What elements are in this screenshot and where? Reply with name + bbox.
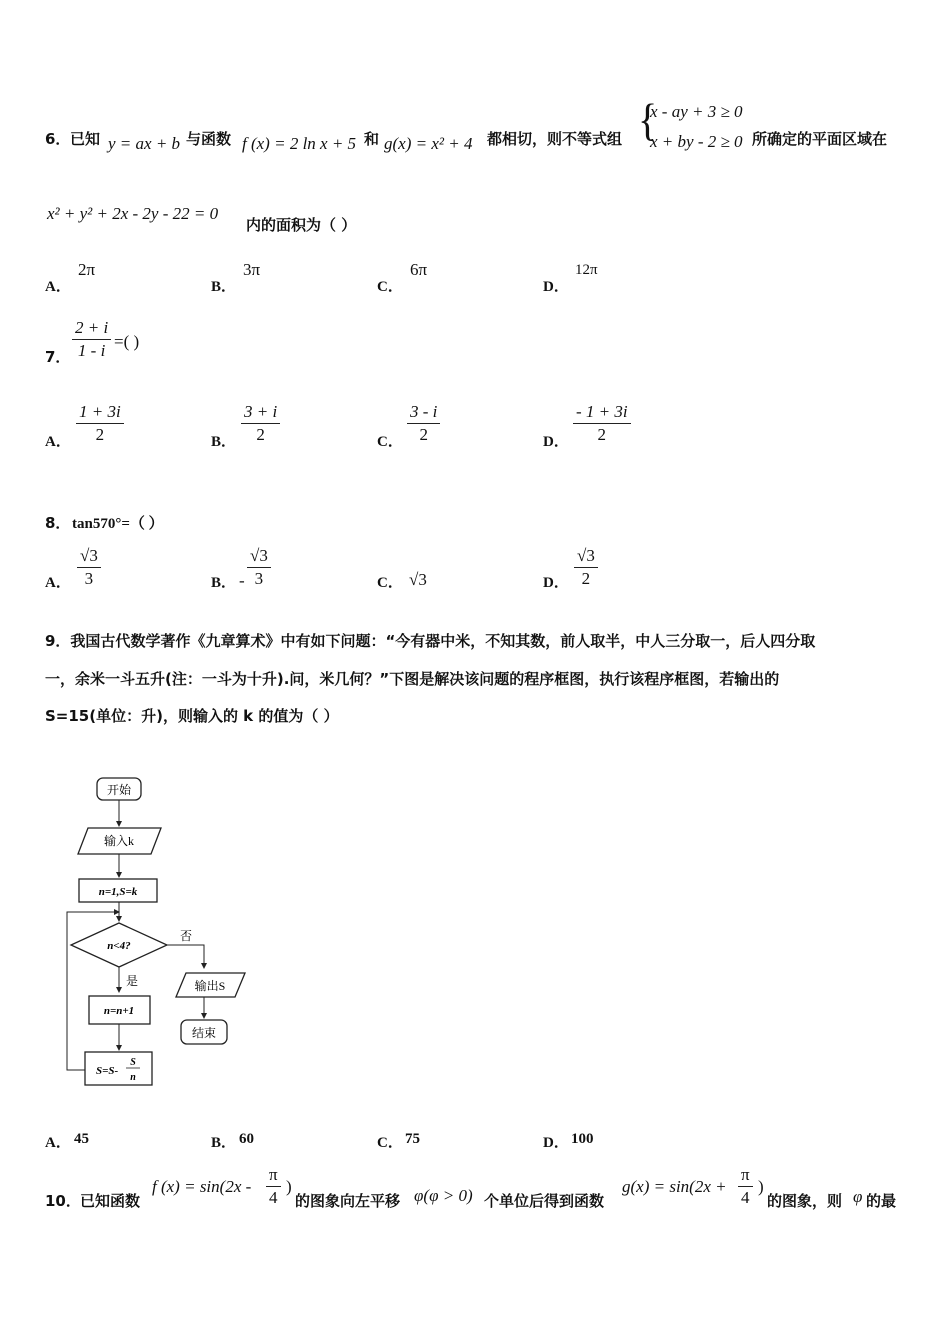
q6-text-2: 与函数: [186, 130, 232, 148]
q7-option-a-frac: [76, 402, 124, 445]
q6-text-3: 和: [364, 130, 380, 148]
q10-f-den: 4: [269, 1188, 278, 1207]
q6-text-4: 都相切，则不等式组: [487, 130, 623, 148]
q9-option-d-value: 100: [571, 1131, 594, 1147]
q6-option-b-value: 3π: [243, 260, 261, 279]
q7-option-a-num: 1 + 3i: [76, 402, 124, 424]
q9-option-b-label: B．: [211, 1135, 237, 1151]
q6-option-c-value: 6π: [410, 260, 428, 279]
flow-init-text: n=1,S=k: [98, 886, 138, 898]
flow-start-text: 开始: [106, 783, 132, 797]
q8-option-d-den: 2: [581, 569, 591, 588]
q10-text-2: 的图象向左平移: [295, 1192, 401, 1210]
q7-numerator: 2 + i: [72, 318, 111, 340]
q10-number: 10．: [45, 1192, 81, 1210]
q10-g-lhs: g(x) = sin(2x +: [622, 1177, 727, 1196]
q8-option-d-num: √3: [574, 546, 598, 568]
q9-flowchart: [60, 770, 260, 1095]
q9-option-b-value: 60: [239, 1131, 254, 1147]
q9-option-c-value: 75: [405, 1131, 420, 1147]
q6-text-1: 已知: [70, 130, 101, 148]
q8-option-b-prefix: -: [239, 571, 245, 590]
q8-number: 8．: [45, 514, 71, 532]
q6-option-d-label: D．: [543, 279, 569, 295]
q9-option-a-value: 45: [74, 1131, 89, 1147]
q7-option-c-den: 2: [419, 425, 428, 444]
q10-f-lhs: f (x) = sin(2x -: [152, 1177, 252, 1196]
q8-option-b-frac: [247, 546, 271, 589]
q7-number: 7．: [45, 348, 71, 366]
flow-update-den: n: [130, 1072, 136, 1083]
q6-number: 6．: [45, 130, 71, 148]
q10-text-1: 已知函数: [80, 1192, 141, 1210]
q6-option-c-label: C．: [377, 279, 403, 295]
q7-option-b-num: 3 + i: [241, 402, 280, 424]
q6-option-d-value: 12π: [575, 262, 598, 278]
q8-option-d-label: D．: [543, 575, 569, 591]
flow-end-text: 结束: [191, 1026, 217, 1040]
q6-line-eq: y = ax + b: [108, 134, 181, 153]
q8-option-b-den: 3: [254, 569, 264, 588]
q6-option-a-value: 2π: [78, 260, 96, 279]
q7-option-d-label: D．: [543, 434, 569, 450]
q7-option-a-den: 2: [95, 425, 105, 444]
q8-option-c-value: √3: [409, 570, 427, 589]
q10-text-5: 的最: [866, 1192, 897, 1210]
q8-option-c-label: C．: [377, 575, 403, 591]
q8-option-d-frac: [574, 546, 598, 589]
q9-line-3: S=15(单位：升)，则输入的 k 的值为（ ）: [45, 707, 339, 725]
q10-phi-2: φ: [853, 1187, 863, 1206]
q7-option-d-frac: [573, 402, 631, 445]
q10-text-4: 的图象，则: [767, 1192, 843, 1210]
flow-condition-text: n<4?: [107, 940, 131, 952]
q9-line-1: 9．我国古代数学著作《九章算术》中有如下问题：“今有器中米，不知其数，前人取半，中人三分取一，后人四分取: [45, 632, 816, 650]
q9-line-2: 一，余米一斗五升(注：一斗为十升).问，米几何？”下图是解决该问题的程序框图，执行该程序框图，若输出的: [45, 670, 780, 688]
q8-text: tan570°=（ ）: [72, 516, 164, 532]
q10-phi: φ(φ > 0): [414, 1186, 473, 1205]
q7-option-c-num: 3 - i: [407, 402, 440, 424]
flow-no-label: 否: [180, 929, 193, 943]
q6-system-brace: {: [638, 93, 658, 146]
q7-option-b-frac: [241, 402, 280, 445]
q6-text-5: 所确定的平面区域在: [752, 130, 888, 148]
flow-output-text: 输出S: [194, 979, 226, 993]
q8-option-a-den: 3: [84, 569, 94, 588]
q10-f-rparen: ): [286, 1177, 292, 1196]
q7-tail: =( ): [114, 332, 140, 351]
q6-ineq-2: x + by - 2 ≥ 0: [650, 132, 743, 151]
flow-increment-text: n=n+1: [103, 1005, 135, 1017]
q6-option-a-label: A．: [45, 279, 71, 295]
q6-circle-eq: x² + y² + 2x - 2y - 22 = 0: [47, 204, 219, 223]
q9-option-d-label: D．: [543, 1135, 569, 1151]
q7-option-c-label: C．: [377, 434, 403, 450]
q8-option-a-frac: [77, 546, 101, 589]
q7-denominator: 1 - i: [77, 341, 106, 360]
flow-update-num: S: [130, 1057, 136, 1068]
q6-f-eq: f (x) = 2 ln x + 5: [242, 134, 357, 153]
q10-text-3: 个单位后得到函数: [484, 1192, 605, 1210]
q10-f-num: π: [266, 1165, 281, 1187]
q10-g-fraction: [738, 1165, 753, 1208]
q7-option-b-den: 2: [256, 425, 265, 444]
q7-option-b-label: B．: [211, 434, 237, 450]
q9-option-c-label: C．: [377, 1135, 403, 1151]
q6-text-6: 内的面积为（ ）: [246, 216, 357, 234]
q9-option-a-label: A．: [45, 1135, 71, 1151]
flow-input-text: 输入k: [103, 834, 135, 848]
flow-arrow-no: [167, 945, 204, 968]
q8-option-b-num: √3: [247, 546, 271, 568]
q6-g-eq: g(x) = x² + 4: [384, 134, 473, 153]
q10-f-fraction: [266, 1165, 281, 1208]
q7-option-d-num: - 1 + 3i: [573, 402, 631, 424]
q7-fraction: [72, 318, 111, 361]
q10-g-den: 4: [741, 1188, 750, 1207]
q10-g-num: π: [738, 1165, 753, 1187]
q8-option-a-label: A．: [45, 575, 71, 591]
flow-yes-label: 是: [126, 974, 139, 988]
q7-option-a-label: A．: [45, 434, 71, 450]
q8-option-b-label: B．: [211, 575, 237, 591]
q10-g-rparen: ): [758, 1177, 764, 1196]
q6-ineq-1: x - ay + 3 ≥ 0: [650, 102, 743, 121]
flow-update-lhs: S=S-: [96, 1065, 119, 1077]
q8-option-a-num: √3: [77, 546, 101, 568]
q6-option-b-label: B．: [211, 279, 237, 295]
q7-option-c-frac: [407, 402, 440, 445]
q7-option-d-den: 2: [597, 425, 607, 444]
